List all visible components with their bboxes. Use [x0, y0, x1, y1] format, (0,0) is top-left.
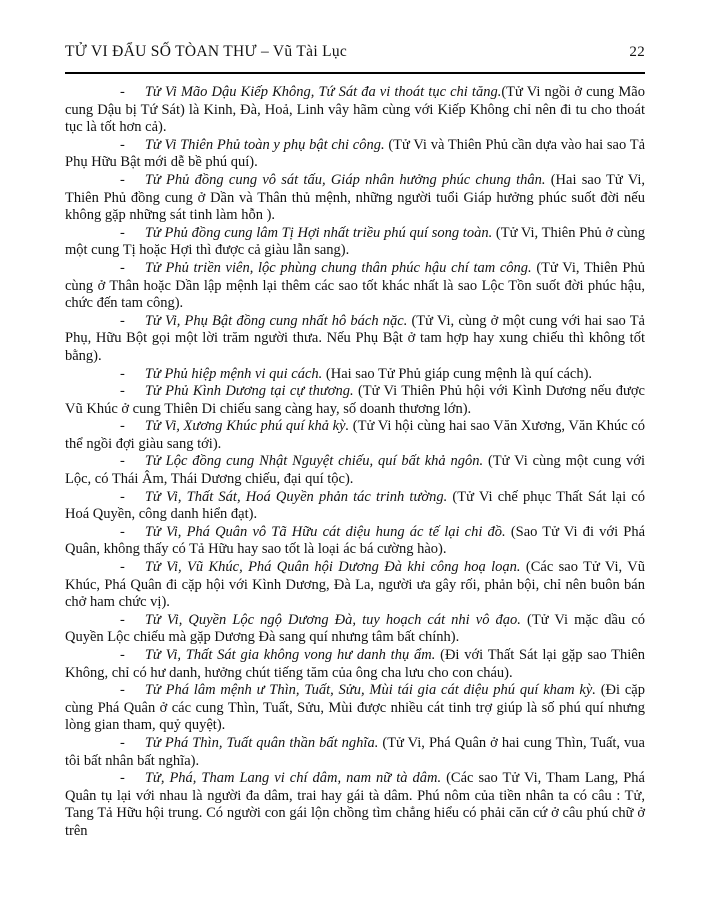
phrase-explanation: (Tử Vi Thiên Phủ hội với Kình Dương nếu được Vũ Khúc ở cung Thiên Di chiếu sang càng hay, số doanh thương lớn).	[65, 383, 645, 417]
phrase-explanation: (Tử Vi ngồi ở cung Mão cung Dậu bị Tứ Sát) là Kinh, Đà, Hoả, Linh vây hãm cùng với Kiếp Không chỉ nên đi tu cho thoát tục là tốt hơn cả).	[65, 84, 645, 136]
phrase-lead: Tử Vi, Phá Quân vô Tã Hữu cát diệu hung ác tế lại chi đồ.	[144, 523, 506, 540]
phrase-explanation: (Tử Vi, Thiên Phủ cùng ở Thân hoặc Dần lập mệnh lại thêm các sao tốt khác nhất là sao Lộc Tồn suốt đời phúc hậu, chức đến tam công).	[65, 259, 645, 312]
list-dash: -	[120, 523, 125, 540]
paragraph	[65, 313, 645, 366]
page-header	[65, 43, 645, 61]
phrase-lead: Tử Phủ đồng cung vô sát tấu, Giáp nhân hưởng phúc chung thân.	[144, 171, 546, 188]
paragraph	[65, 84, 645, 137]
phrase-explanation: (Sao Tử Vi đi với Phá Quân, không thấy có Tả Hữu hay sao tốt là loại ác bá cường hào).	[65, 523, 646, 558]
phrase-explanation: (Tử Vi chế phục Thất Sát lại có Hoá Quyền, công danh hiển đạt).	[65, 488, 645, 523]
list-dash: -	[120, 647, 125, 663]
list-dash: -	[120, 224, 125, 241]
page-body	[65, 84, 645, 841]
list-dash: -	[120, 488, 125, 505]
paragraph	[65, 682, 645, 735]
phrase-explanation: (Các sao Tử Vi, Tham Lang, Phá Quân tụ lại với nhau là người đa dâm, trai hay gái tà dâm. Phú nôm của tiền nhân ta có câu : Tử, Tang Tả Hữu hội trung. Có người con gái lộn chồng tìm chẳng hiểu có phải căn cứ ở câu phú chữ ở trên	[65, 770, 645, 839]
list-dash: -	[120, 611, 125, 628]
paragraph	[65, 524, 645, 559]
list-dash: -	[120, 259, 125, 276]
list-dash: -	[120, 171, 125, 188]
phrase-lead: Tử Phá lâm mệnh ư Thìn, Tuất, Sửu, Mùi tái gia cát diệu phú quí kham kỳ.	[144, 682, 596, 699]
header-divider	[65, 72, 645, 74]
list-dash: -	[120, 770, 125, 787]
paragraph	[65, 612, 645, 647]
phrase-lead: Tử Phủ hiệp mệnh vi qui cách.	[144, 365, 323, 382]
paragraph	[65, 489, 645, 524]
phrase-explanation: (Tử Vi cùng một cung với Lộc, có Thái Âm, Thái Dương chiếu, đại quí tộc).	[65, 453, 645, 488]
list-dash: -	[120, 682, 125, 699]
phrase-lead: Tử Phá Thìn, Tuất quân thần bất nghĩa.	[144, 734, 379, 751]
phrase-lead: Tử Vi, Thất Sát gia không vong hư danh thụ ẩm.	[144, 647, 436, 663]
phrase-explanation: (Đi với Thất Sát lại gặp sao Thiên Không, chỉ có hư danh, hưởng chút tiếng tăm của ông cha lưu cho con cháu).	[65, 647, 645, 681]
list-dash: -	[120, 312, 125, 329]
page-number: 22	[629, 44, 645, 60]
paragraph	[65, 559, 645, 612]
list-dash: -	[120, 136, 125, 153]
phrase-lead: Tử Phủ đồng cung lâm Tị Hợi nhất triều phú quí song toàn.	[144, 224, 493, 241]
list-dash: -	[120, 453, 125, 470]
paragraph	[65, 770, 645, 840]
phrase-lead: Tử Vi, Xương Khúc phú quí khả kỳ.	[144, 418, 350, 435]
paragraph	[65, 172, 645, 225]
phrase-explanation: (Tử Vi, Thiên Phủ ở cùng một cung Tị hoặc Hợi thì được cả giàu lẫn sang).	[65, 224, 645, 259]
phrase-lead: Tử Vi, Phụ Bật đồng cung nhất hô bách nặc.	[144, 312, 408, 329]
list-dash: -	[120, 734, 125, 751]
paragraph	[65, 383, 645, 418]
paragraph	[65, 366, 645, 384]
list-dash: -	[120, 84, 125, 100]
book-title: TỬ VI ĐẨU SỐ TÒAN THƯ – Vũ Tài Lục	[65, 43, 348, 60]
phrase-lead: Tử Phủ triền viên, lộc phùng chung thân phúc hậu chí tam công.	[144, 259, 532, 276]
phrase-explanation: (Tử Vi và Thiên Phủ cần dựa vào hai sao Tả Phụ Hữu Bật mới dễ bề phú quí).	[65, 136, 646, 171]
paragraph	[65, 453, 645, 488]
list-dash: -	[120, 365, 125, 382]
phrase-explanation: (Tử Vi mặc dầu có Quyền Lộc chiếu mà gặp Dương Đà sang quí nhưng tâm bất chính).	[65, 611, 646, 646]
paragraph	[65, 647, 645, 682]
list-dash: -	[120, 559, 125, 576]
phrase-explanation: (Hai sao Tử Vi, Thiên Phủ đồng cung ở Dần và Thân thủ mệnh, những người tuổi Giáp hưởng phúc suốt đời nếu không gặp những sát tinh làm hỗn ).	[65, 171, 646, 224]
phrase-explanation: (Tử Vi, Phá Quân ở hai cung Thìn, Tuất, vua tôi bất nhân bất nghĩa).	[65, 734, 645, 769]
paragraph	[65, 137, 645, 172]
phrase-lead: Tử Vi, Thất Sát, Hoá Quyền phản tác trinh tường.	[144, 488, 448, 505]
list-dash: -	[120, 418, 125, 435]
paragraph	[65, 418, 645, 453]
phrase-lead: Tử Vi Thiên Phủ toàn y phụ bật chi công.	[144, 136, 385, 153]
paragraph	[65, 260, 645, 313]
paragraph	[65, 225, 645, 260]
phrase-lead: Tử Vi, Vũ Khúc, Phá Quân hội Dương Đà khi công hoạ loạn.	[144, 559, 521, 576]
phrase-lead: Tử, Phá, Tham Lang vi chí dâm, nam nữ tà dâm.	[144, 770, 442, 787]
phrase-explanation: (Hai sao Tử Phủ giáp cung mệnh là quí cách).	[322, 365, 593, 382]
phrase-lead: Tử Lộc đồng cung Nhật Nguyệt chiếu, quí bất khả ngôn.	[144, 453, 484, 470]
phrase-lead: Tử Vi Mão Dậu Kiếp Không, Tứ Sát đa vi thoát tục chi tăng.	[144, 84, 502, 100]
phrase-explanation: (Đi cặp cùng Phá Quân ở các cung Thìn, Tuất, Sửu, Mùi được nhiều cát tinh trợ giúp là số phú quí nhưng lòng gian tham, quỷ quyệt).	[65, 682, 645, 734]
phrase-lead: Tử Vi, Quyền Lộc ngộ Dương Đà, tuy hoạch cát nhi vô đạo.	[144, 611, 521, 628]
phrase-lead: Tử Phủ Kình Dương tại cự thương.	[144, 383, 354, 400]
phrase-explanation: (Các sao Tử Vi, Vũ Khúc, Phá Quân đi cặp hội với Kình Dương, Đà La, người ưa gây rối, phản bội, chỉ nên buôn bán chở ham chức vị).	[65, 559, 646, 611]
paragraph	[65, 735, 645, 770]
phrase-explanation: (Tử Vi hội cùng hai sao Văn Xương, Văn Khúc có thể ngồi đợi giàu sang tới).	[65, 418, 645, 452]
list-dash: -	[120, 383, 125, 400]
phrase-explanation: (Tử Vi, cùng ở một cung với hai sao Tả Phụ, Hữu Bột gọi một lời trăm người thưa. Nếu Phụ Bật ở tam hợp hay xung chiếu thì không tốt bằng).	[65, 312, 645, 364]
